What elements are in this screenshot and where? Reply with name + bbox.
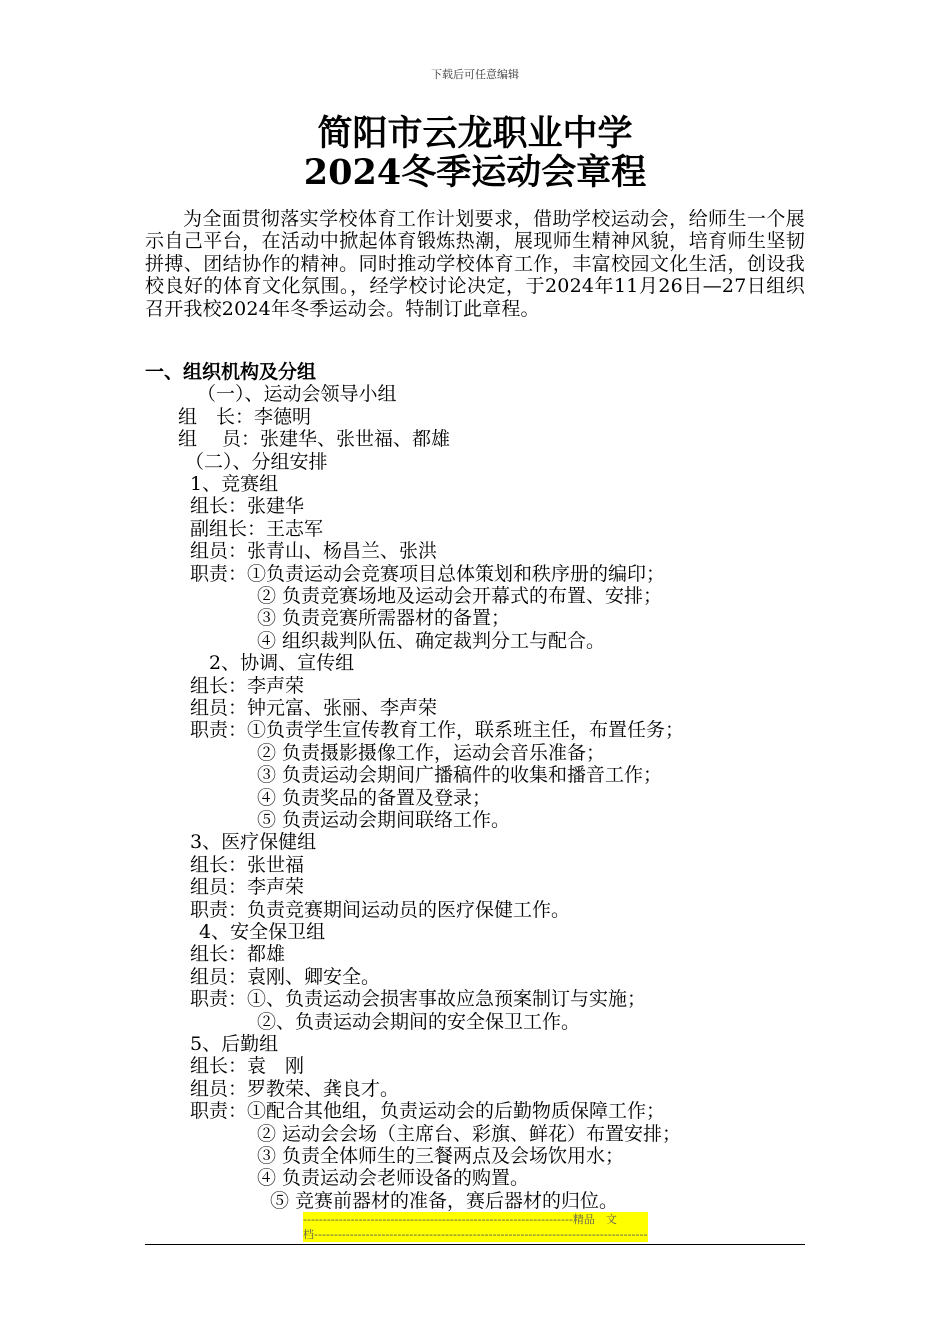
section-heading: 一、组织机构及分组: [145, 361, 317, 383]
charter-line: 组员：袁刚、卿安全。: [190, 965, 381, 988]
document-title-event: 2024冬季运动会章程: [303, 152, 647, 193]
charter-line: 组 长：李德明: [178, 405, 312, 428]
charter-line: 职责：①负责运动会竞赛项目总体策划和秩序册的编印；: [190, 562, 666, 585]
charter-line: ③ 负责运动会期间广播稿件的收集和播音工作；: [257, 764, 663, 787]
charter-line: 3、医疗保健组: [190, 831, 317, 854]
charter-line: ⑤ 竞赛前器材的准备，赛后器材的归位。: [270, 1189, 619, 1212]
charter-line: 1、竞赛组: [190, 473, 279, 495]
charter-line: 组员：罗教荣、龚良才。: [190, 1077, 400, 1100]
charter-line: 2、协调、宣传组: [209, 652, 355, 675]
charter-line: 组长：都雄: [190, 943, 286, 966]
charter-line: 组员：李声荣: [190, 876, 305, 899]
charter-line: 组长：张建华: [190, 495, 305, 518]
charter-line: 职责：①、负责运动会损害事故应急预案制订与实施；: [190, 988, 647, 1011]
charter-line: （二）、分组安排: [185, 450, 328, 473]
charter-line: 组员：张青山、杨昌兰、张洪: [190, 540, 438, 563]
charter-line: 组员：钟元富、张丽、李声荣: [190, 697, 438, 719]
charter-line: ② 负责竞赛场地及运动会开幕式的布置、安排；: [257, 585, 663, 607]
charter-line: ④ 负责奖品的备置及登录；: [257, 786, 492, 809]
charter-line: ④ 组织裁判队伍、确定裁判分工与配合。: [257, 629, 606, 652]
charter-line: 组长：张世福: [190, 853, 305, 876]
charter-line: 组长：李声荣: [190, 674, 305, 697]
footer-rule: [145, 1244, 805, 1245]
charter-line: 副组长：王志军: [190, 517, 324, 540]
charter-line: 职责：①配合其他组，负责运动会的后勤物质保障工作；: [190, 1100, 666, 1123]
charter-line: ③ 负责全体师生的三餐两点及会场饮用水；: [257, 1145, 625, 1167]
charter-line: 职责：负责竞赛期间运动员的医疗保健工作。: [190, 898, 571, 921]
charter-line: ②、负责运动会期间的安全保卫工作。: [257, 1010, 581, 1033]
charter-line: （一）、运动会领导小组: [197, 383, 397, 406]
intro-paragraph: 为全面贯彻落实学校体育工作计划要求，借助学校运动会，给师生一个展示自己平台，在活动中掀起体育锻炼热潮，展现师生精神风貌，培育师生坚韧拼搏、团结协作的精神。同时推动学校体育工作，丰富校园文化生活，创设我校良好的体育文化氛围。，经学校讨论决定，于2024年11月26日—27日组织召开我校2024年冬季运动会。特制订此章程。: [145, 208, 805, 320]
charter-line: 组长：袁 刚: [190, 1055, 305, 1078]
footer-watermark-line1: --------------------------------------------------------------------精品 文: [303, 1212, 648, 1227]
charter-line: 4、安全保卫组: [199, 921, 326, 943]
header-note: 下载后可任意编辑: [431, 68, 519, 81]
document-title-school: 简阳市云龙职业中学: [317, 113, 633, 154]
charter-line: 5、后勤组: [190, 1033, 279, 1055]
charter-line: 组 员：张建华、张世福、都雄: [178, 428, 451, 451]
footer-watermark-line2: 档------------------------------------------------------------------------------------: [303, 1228, 648, 1241]
charter-line: ② 运动会会场（主席台、彩旗、鲜花）布置安排；: [257, 1122, 682, 1145]
charter-line: ④ 负责运动会老师设备的购置。: [257, 1167, 530, 1190]
charter-line: ⑤ 负责运动会期间联络工作。: [257, 809, 511, 831]
charter-line: 职责：①负责学生宣传教育工作，联系班主任，布置任务；: [190, 719, 685, 742]
charter-line: ② 负责摄影摄像工作，运动会音乐准备；: [257, 741, 606, 764]
charter-line: ③ 负责竞赛所需器材的备置；: [257, 607, 511, 630]
